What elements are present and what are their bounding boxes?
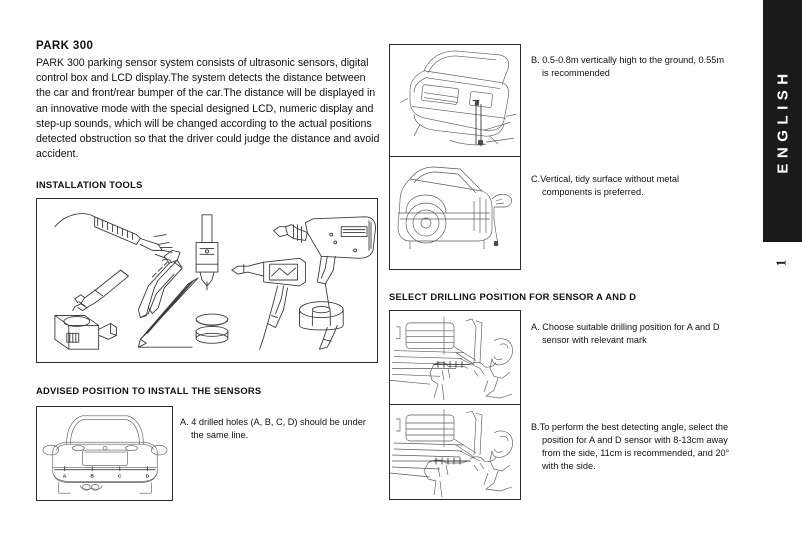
sensor-angle-panel xyxy=(390,405,520,499)
sensor-label-c: C xyxy=(117,474,122,480)
marking-drill-drawing xyxy=(390,311,520,404)
height-and-surface-figure xyxy=(389,44,521,270)
installation-tools-figure xyxy=(36,198,378,363)
sensor-angle-drawing xyxy=(390,405,520,499)
note-mounting-height xyxy=(531,54,731,80)
intro-block xyxy=(36,40,381,162)
car-side-drawing xyxy=(390,157,520,269)
advised-position-note-text: A. 4 drilled holes (A, B, C, D) should be under the same line. xyxy=(180,417,366,440)
sensor-label-a: A xyxy=(62,474,67,480)
note-choose-drill-position-text: A. Choose suitable drilling position for A and D sensor with relevant mark xyxy=(531,322,720,345)
note-mounting-height-text: B. 0.5-0.8m vertically high to the ground, 0.55m is recommended xyxy=(531,55,725,78)
sensor-label-d: D xyxy=(145,474,150,480)
heading-select-drilling: SELECT DRILLING POSITION FOR SENSOR A AND D xyxy=(389,291,637,302)
language-tab xyxy=(763,0,802,242)
note-mounting-surface xyxy=(531,173,731,199)
heading-installation-tools: INSTALLATION TOOLS xyxy=(36,179,143,190)
note-mounting-surface-text: C.Vertical, tidy surface without metal components is preferred. xyxy=(531,174,680,197)
tools-drawing xyxy=(37,199,377,362)
car-rear-quarter-panel xyxy=(390,45,520,157)
note-detecting-angle xyxy=(531,421,746,473)
advised-position-note xyxy=(180,416,380,442)
car-rear-sensor-figure xyxy=(36,406,173,501)
note-detecting-angle-text: B.To perform the best detecting angle, select the position for A and D sensor with 8-13cm away from the side, 11cm is recommended, and 20° with the side. xyxy=(531,422,730,471)
page-number-value: 1 xyxy=(774,259,790,267)
note-choose-drill-position xyxy=(531,321,741,347)
page-number xyxy=(763,248,802,278)
marking-drill-position-panel xyxy=(390,311,520,405)
intro-paragraph: PARK 300 parking sensor system consists of ultrasonic sensors, digital control box and LCD display.The system detects the distance between the car and front/rear bumper of the car.The distance will be displayed in an innovative mode with the special designed LCD, numeric display and step-up sounds, which will be changed according to the actual positions detected obstruction so that the driver could judge the distance and avoid accident. xyxy=(36,57,380,161)
page-title: PARK 300 xyxy=(36,40,94,52)
car-rear-drawing xyxy=(37,407,172,500)
drilling-position-figure xyxy=(389,310,521,500)
language-tab-label: ENGLISH xyxy=(774,68,791,174)
heading-advised-position: ADVISED POSITION TO INSTALL THE SENSORS xyxy=(36,385,262,396)
sensor-label-b: B xyxy=(90,474,94,480)
car-side-view-panel xyxy=(390,157,520,269)
car-rear-quarter-drawing xyxy=(390,45,520,156)
